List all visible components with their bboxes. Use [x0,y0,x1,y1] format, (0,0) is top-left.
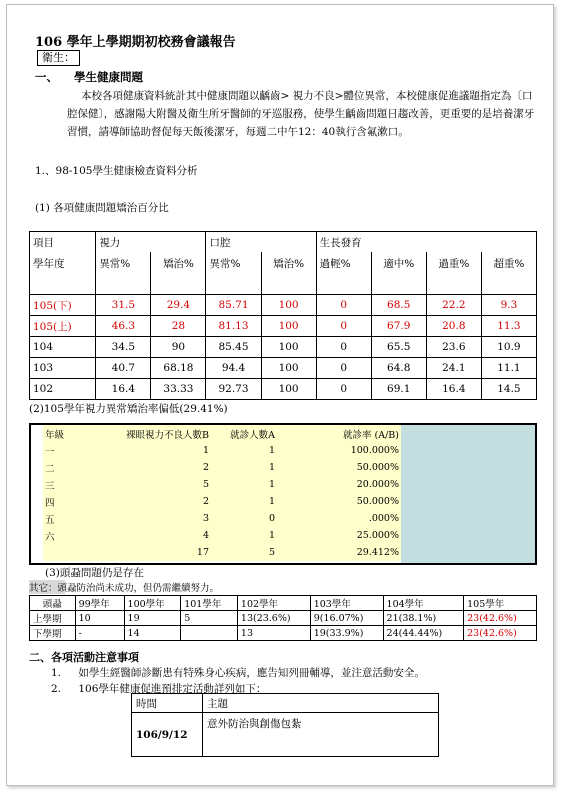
table-cell: 11.3 [481,316,536,337]
table1-column-header: 學年度 [30,252,96,295]
table-cell: 14 [124,626,181,641]
table-cell: 20.8 [426,316,481,337]
activity-schedule-table [131,693,439,757]
table2-column-header: 裸眼視力不良人數B [126,429,209,441]
table3-column-header: 頭蝨 [30,596,76,611]
table1-column-header: 矯治% [151,252,206,295]
table-row [132,713,439,757]
table-cell: 0 [316,337,371,358]
table-cell: 0 [316,358,371,379]
table-cell: 24(44.44%) [383,626,464,641]
table-cell: 下學期 [30,626,76,641]
table-cell: 92.73 [206,379,261,400]
table-cell: 40.7 [96,358,151,379]
table-cell: 23(42.6%) [464,626,537,641]
table-cell: 1 [268,445,275,456]
table1-column-header-row [30,252,537,295]
table-row [43,510,401,527]
vision-treatment-panel [29,423,537,565]
list-item-text: 106學年健康促進預排定活動詳列如下： [78,683,267,695]
table-cell: 105(下) [30,295,96,316]
table-cell: 67.9 [371,316,426,337]
table1-column-header: 過輕% [316,252,371,295]
table-cell: 上學期 [30,611,76,626]
table-cell: 29.4 [151,295,206,316]
table-row [30,337,537,358]
vision-treatment-table [43,425,401,561]
table-cell: 28 [151,316,206,337]
table-cell: 31.5 [96,295,151,316]
table-cell: 意外防治與創傷包紮 [203,713,439,757]
table3-column-header: 99學年 [75,596,124,611]
table-row [43,527,401,544]
table-cell: 25.000% [356,530,399,541]
table-cell: 21(38.1%) [383,611,464,626]
table3-column-header: 101學年 [181,596,238,611]
table-cell: 85.45 [206,337,261,358]
table-row [30,295,537,316]
table4-column-header: 時間 [132,694,203,713]
table-cell: 100 [261,358,316,379]
table-cell: 3 [202,513,209,524]
table-cell: 65.5 [371,337,426,358]
table-cell: 100 [261,295,316,316]
table-cell: 六 [45,531,55,543]
teal-side-panel [401,425,535,563]
table-cell: 20.000% [356,479,399,490]
table-cell: 33.33 [151,379,206,400]
table-row [43,493,401,510]
list-item [51,665,425,680]
table-cell: 2 [202,496,209,507]
table1-group-header: 生長發育 [316,232,536,253]
table-cell: 50.000% [356,462,399,473]
table-cell: 1 [268,462,275,473]
table-cell: 90 [151,337,206,358]
subheading-head-lice: (3)頭蝨問題仍是存在 [45,567,144,579]
table-cell: 22.2 [426,295,481,316]
table-cell: 二 [45,463,55,475]
table3-column-header: 104學年 [383,596,464,611]
list-item-text: 如學生經醫師診斷患有特殊身心疾病，應告知列冊輔導，並注意活動安全。 [78,667,425,679]
subheading-analysis: 1.、98-105學生健康檢查資料分析 [35,165,198,177]
table-row [43,544,401,561]
intro-text: 本校各項健康資料統計其中健康問題以齲齒> 視力不良>體位異常，本校健康促進議題指定為〔口腔保健〕，感謝陽大附醫及衛生所牙醫師的牙巡服務，使學生齲齒問題日趨改善，更重要的是培養潔牙習慣，請導師協助督促每天飯後潔牙，每週二中午12：40執行含氟漱口。 [67,90,535,138]
table2-column-header: 年級 [45,429,65,441]
table-cell [43,544,97,561]
section-1-number: 一、 [35,70,58,84]
table-cell: 100 [261,379,316,400]
table-cell: 24.1 [426,358,481,379]
section-2-heading: 二、各項活動注意事項 [29,651,139,664]
table-cell: 23.6 [426,337,481,358]
table-row [43,442,401,459]
table-cell: 4 [202,530,209,541]
table-cell: 9.3 [481,295,536,316]
table-cell: 16.4 [96,379,151,400]
table1-column-header: 異常% [206,252,261,295]
table1-column-header: 過重% [426,252,481,295]
table-cell: 一 [45,446,55,458]
table-cell: 10 [75,611,124,626]
table-cell: 50.000% [356,496,399,507]
table3-column-header: 102學年 [237,596,310,611]
table-cell: 68.18 [151,358,206,379]
table-cell: 81.13 [206,316,261,337]
table-cell: 94.4 [206,358,261,379]
list-item-number: 1. [51,667,62,679]
table-cell: 四 [45,497,55,509]
table-cell: 0 [316,295,371,316]
table-cell [181,626,238,641]
head-lice-note: 其它：頭蝨防治尚未成功，但仍需繼續努力。 [29,580,537,594]
table-cell: 34.5 [96,337,151,358]
table4-column-header: 主題 [203,694,439,713]
table3-header-row [30,596,537,611]
table-row [30,379,537,400]
table-cell: 9(16.07%) [310,611,383,626]
table-row [30,626,537,641]
table-cell: 11.1 [481,358,536,379]
table-cell: 23(42.6%) [464,611,537,626]
table-row [43,459,401,476]
table-cell: 100 [261,316,316,337]
table1-group-header: 項目 [30,232,96,253]
table-cell: 17 [196,547,209,558]
document-page [6,4,554,786]
table2-header-row [43,425,401,442]
table-cell: 16.4 [426,379,481,400]
intro-paragraph [67,87,537,141]
table-cell: 2 [202,462,209,473]
table-cell: 102 [30,379,96,400]
table-cell: 64.8 [371,358,426,379]
page-title: 106 學年上學期期初校務會議報告 [35,35,236,50]
table-cell: 29.412% [356,547,399,558]
table-cell: 13(23.6%) [237,611,310,626]
department-tag: 衛生： [37,50,80,66]
table2-column-header: 就診率 (A/B) [343,429,399,441]
table-cell: 103 [30,358,96,379]
table-cell: 1 [268,479,275,490]
section-1-heading [35,69,143,85]
table-cell: 1 [202,445,209,456]
head-lice-table [29,595,537,641]
table1-column-header: 適中% [371,252,426,295]
table-cell: 三 [45,480,55,492]
table-cell: 5 [268,547,275,558]
table1-group-header: 口腔 [206,232,316,253]
table-cell: 69.1 [371,379,426,400]
table1-group-header-row [30,232,537,253]
table-cell: 104 [30,337,96,358]
table-row [30,358,537,379]
table-cell: 1 [268,496,275,507]
table-cell: 1 [268,530,275,541]
section-1-title: 學生健康問題 [74,70,144,84]
table-cell: 13 [237,626,310,641]
table-cell: 19(33.9%) [310,626,383,641]
table3-column-header: 103學年 [310,596,383,611]
table-cell: 5 [181,611,238,626]
table1-column-header: 矯治% [261,252,316,295]
table-cell: 46.3 [96,316,151,337]
table-cell: 14.5 [481,379,536,400]
subheading-vision-rate: (2)105學年視力異常矯治率偏低(29.41%) [29,403,228,415]
table4-header-row [132,694,439,713]
table-cell: .000% [368,513,399,524]
subheading-correction: (1) 各項健康問題矯治百分比 [35,202,169,214]
table-row [30,316,537,337]
table-cell: 100.000% [350,445,399,456]
table-cell: - [75,626,124,641]
table-cell: 19 [124,611,181,626]
table3-column-header: 100學年 [124,596,181,611]
list-item-number: 2. [51,683,62,695]
table-cell: 5 [202,479,209,490]
table1-group-header: 視力 [96,232,206,253]
table-row [30,611,537,626]
table1-column-header: 超重% [481,252,536,295]
table-cell: 105(上) [30,316,96,337]
table3-column-header: 105學年 [464,596,537,611]
table-cell: 100 [261,337,316,358]
table-cell: 0 [316,316,371,337]
table-cell: 五 [45,514,55,526]
table-cell: 68.5 [371,295,426,316]
table2-column-header: 就診人數A [230,429,275,441]
health-problem-table [29,231,537,400]
table-cell: 85.71 [206,295,261,316]
table-cell: 0 [316,379,371,400]
table-cell: 106/9/12 [132,713,203,757]
table-cell: 10.9 [481,337,536,358]
table1-column-header: 異常% [96,252,151,295]
table-row [43,476,401,493]
table-cell: 0 [268,513,275,524]
